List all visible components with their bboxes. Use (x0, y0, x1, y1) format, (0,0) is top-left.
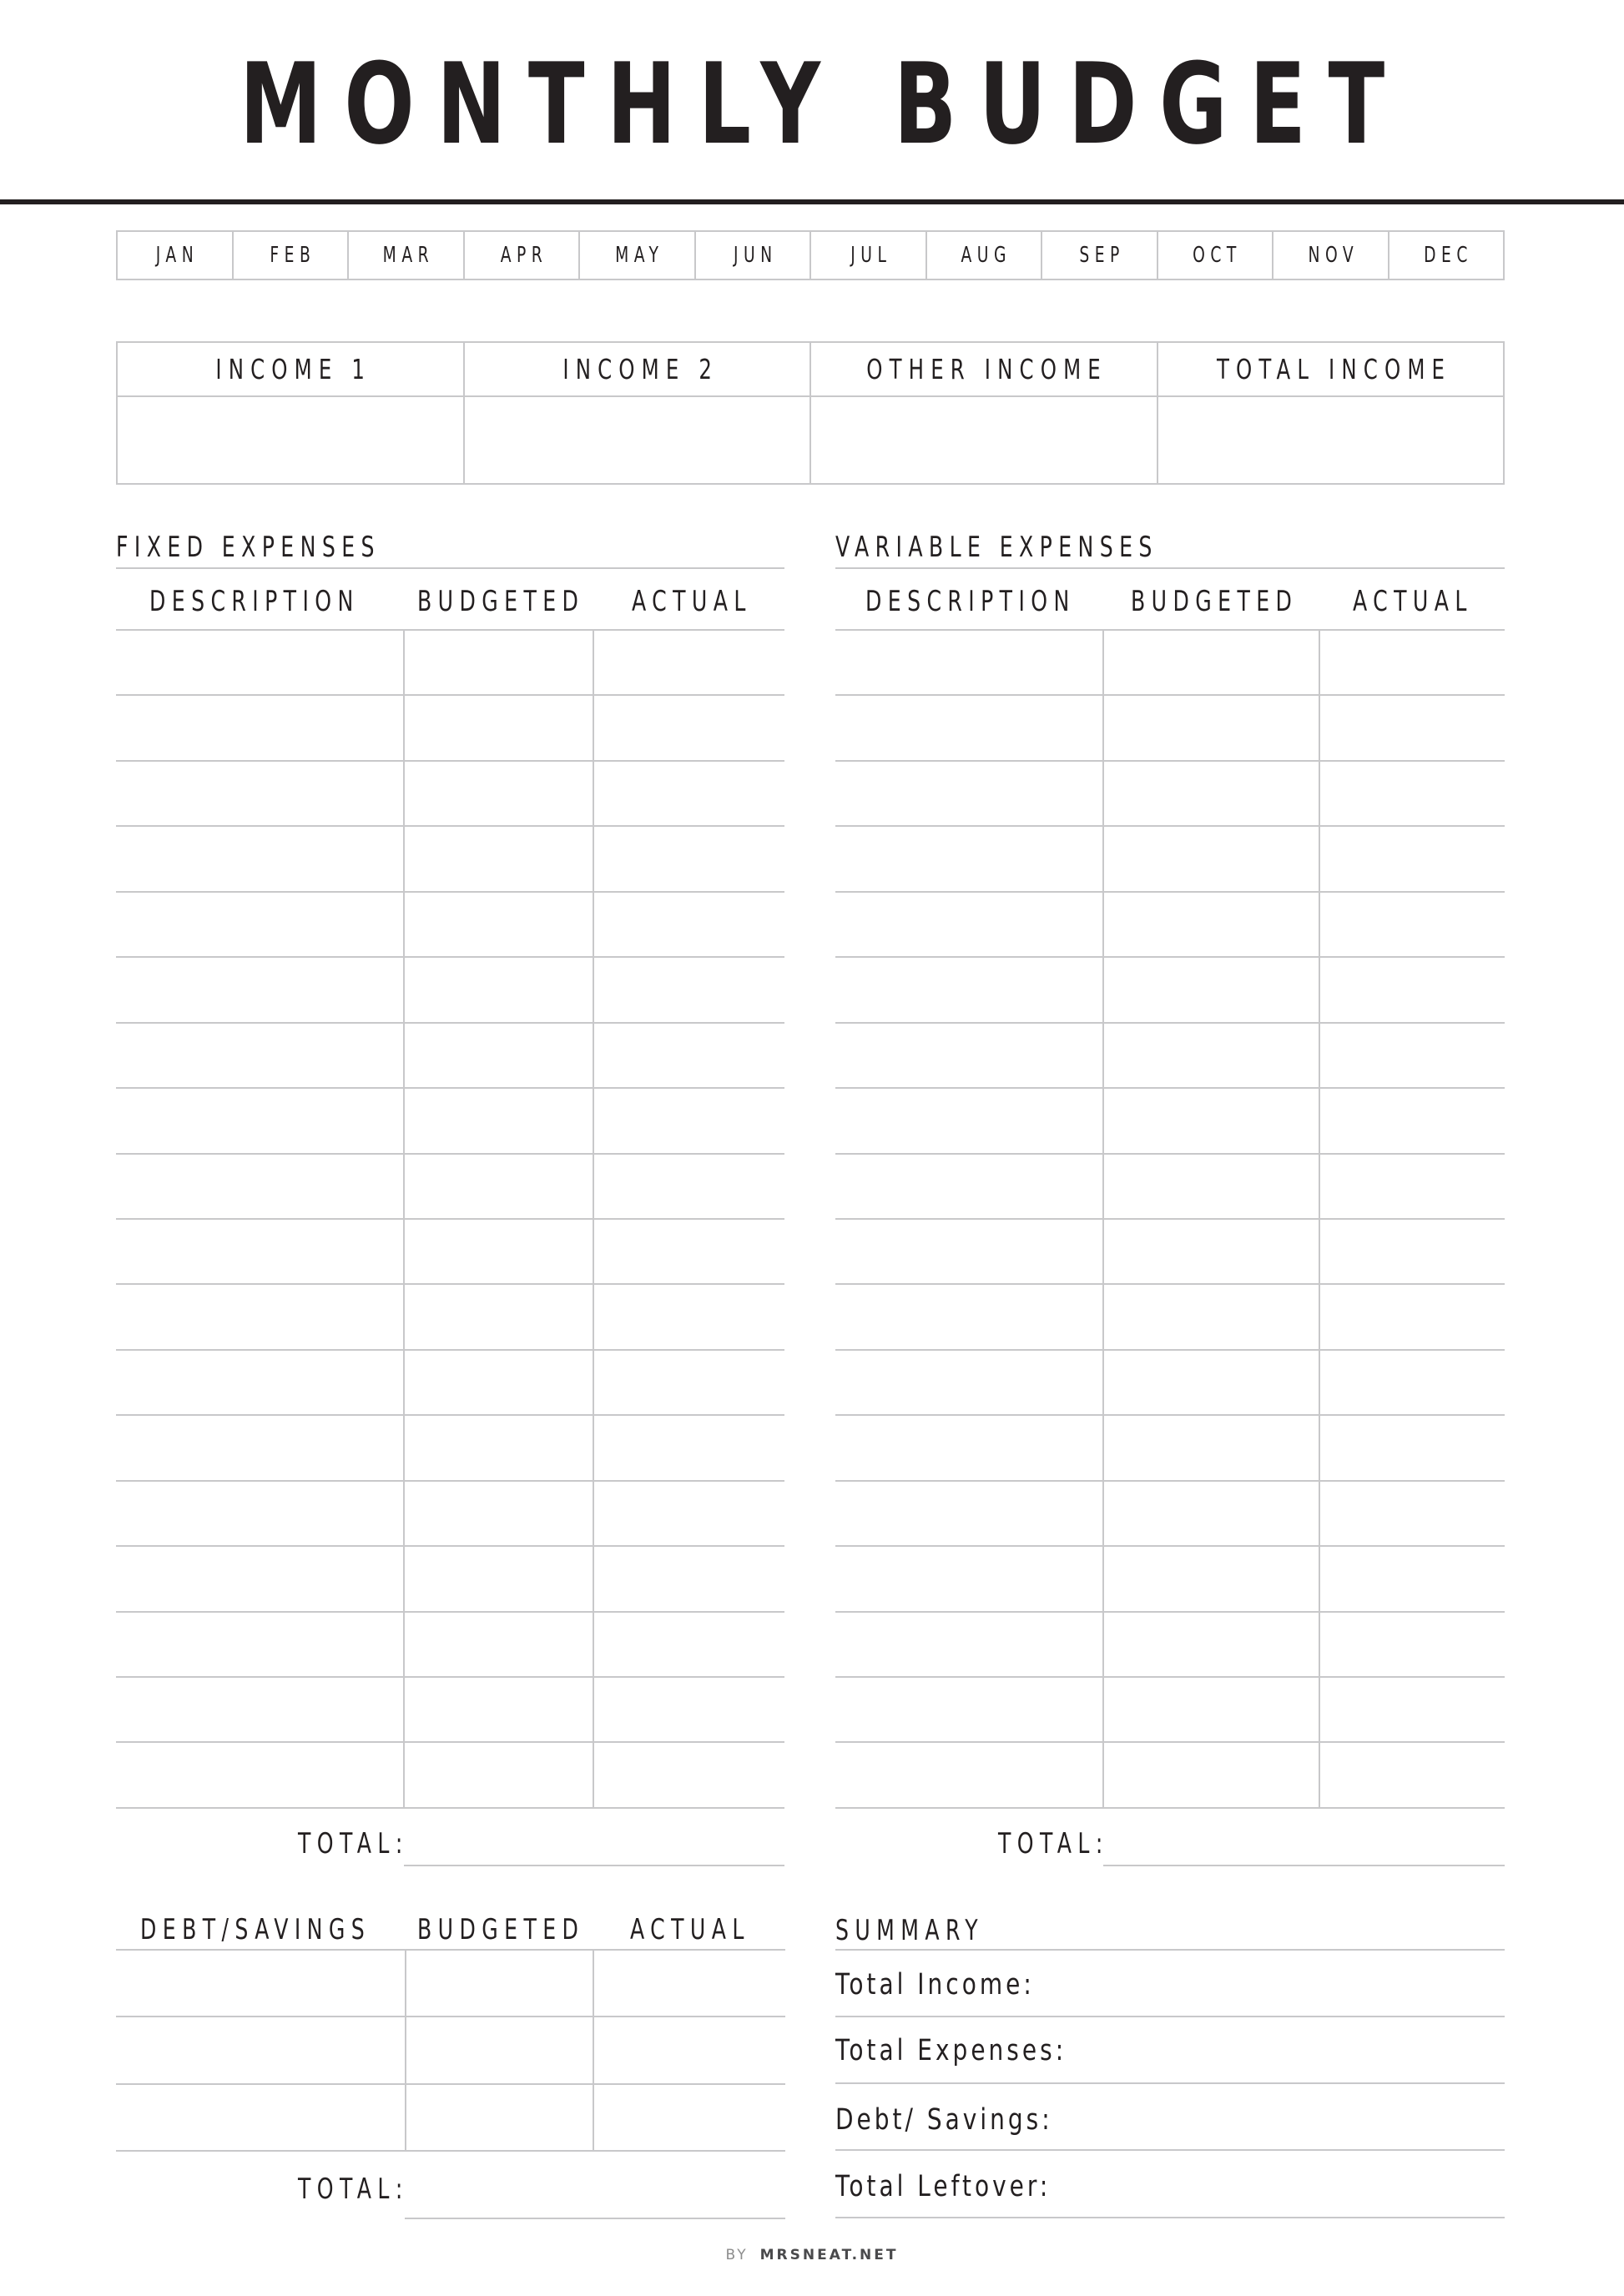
month-apr[interactable] (463, 232, 579, 279)
debt-col-description-text: DEBT/SAVINGS (140, 1913, 371, 1946)
fixed-total-field[interactable] (404, 1865, 784, 1866)
month-label: AUG (961, 243, 1012, 268)
variable-actual-cell[interactable] (1321, 631, 1505, 694)
variable-actual-cell[interactable] (1321, 1678, 1505, 1741)
fixed-actual-cell[interactable] (595, 827, 784, 890)
variable-budgeted-cell[interactable] (1105, 958, 1319, 1021)
month-dec[interactable] (1388, 232, 1504, 279)
variable-budgeted-cell[interactable] (1105, 1613, 1319, 1676)
variable-description-cell[interactable] (837, 1613, 1103, 1676)
month-label: DEC (1424, 243, 1474, 268)
fixed-actual-cell[interactable] (595, 1482, 784, 1545)
fixed-column-divider (403, 630, 405, 1808)
fixed-actual-cell[interactable] (595, 696, 784, 759)
fixed-description-cell[interactable] (118, 1547, 404, 1610)
summary-rule (835, 2082, 1505, 2084)
fixed-actual-cell[interactable] (595, 958, 784, 1021)
variable-actual-cell[interactable] (1321, 1547, 1505, 1610)
variable-col-description (865, 587, 1149, 616)
income-table (116, 341, 1505, 485)
variable-description-cell[interactable] (837, 1482, 1103, 1545)
variable-budgeted-cell[interactable] (1105, 1220, 1319, 1283)
variable-total-field[interactable] (1103, 1865, 1505, 1866)
variable-description-cell[interactable] (837, 1285, 1103, 1348)
income-2-header (465, 343, 810, 397)
variable-description-cell[interactable] (837, 958, 1103, 1021)
month-oct[interactable] (1157, 232, 1273, 279)
fixed-actual-cell[interactable] (595, 1351, 784, 1414)
summary-rule (835, 2016, 1505, 2017)
month-sep[interactable] (1041, 232, 1157, 279)
summary-debt-savings-field[interactable] (1077, 2086, 1505, 2149)
fixed-actual-cell[interactable] (595, 1547, 784, 1610)
fixed-description-cell[interactable] (118, 1089, 404, 1152)
variable-budgeted-cell[interactable] (1105, 1285, 1319, 1348)
variable-description-cell[interactable] (837, 1155, 1103, 1218)
income-1-column (118, 343, 463, 483)
variable-col-actual (1353, 587, 1515, 616)
debt-total-field[interactable] (405, 2218, 785, 2219)
variable-col-budgeted-text: BUDGETED (1131, 585, 1299, 618)
summary-title (835, 1916, 1036, 1945)
fixed-description-cell[interactable] (118, 1285, 404, 1348)
variable-description-cell[interactable] (837, 1351, 1103, 1414)
variable-description-cell[interactable] (837, 1678, 1103, 1741)
variable-description-cell[interactable] (837, 1089, 1103, 1152)
fixed-description-cell[interactable] (118, 958, 404, 1021)
variable-actual-cell[interactable] (1321, 1024, 1505, 1087)
page-title (0, 39, 1624, 169)
fixed-description-cell[interactable] (118, 1613, 404, 1676)
variable-actual-cell[interactable] (1321, 1743, 1505, 1806)
fixed-description-cell[interactable] (118, 1743, 404, 1806)
fixed-budgeted-cell[interactable] (406, 827, 593, 890)
variable-budgeted-cell[interactable] (1105, 893, 1319, 956)
month-may[interactable] (578, 232, 694, 279)
other-income-header (811, 343, 1157, 397)
debt-total-label (298, 2173, 447, 2206)
variable-total-label-text: TOTAL: (998, 1827, 1109, 1860)
variable-budgeted-cell[interactable] (1105, 1351, 1319, 1414)
variable-actual-cell[interactable] (1321, 1351, 1505, 1414)
variable-actual-cell[interactable] (1321, 696, 1505, 759)
variable-col-actual-text: ACTUAL (1353, 585, 1473, 618)
fixed-description-cell[interactable] (118, 893, 404, 956)
fixed-actual-cell[interactable] (595, 1416, 784, 1479)
month-label: JUN (733, 243, 778, 268)
variable-actual-cell[interactable] (1321, 1155, 1505, 1218)
fixed-col-budgeted (417, 587, 643, 616)
fixed-budgeted-cell[interactable] (406, 1220, 593, 1283)
income-2-header-text: INCOME 2 (562, 353, 719, 385)
month-nov[interactable] (1272, 232, 1388, 279)
fixed-description-cell[interactable] (118, 762, 404, 825)
fixed-col-budgeted-text: BUDGETED (417, 585, 585, 618)
month-label: MAR (382, 243, 435, 268)
fixed-budgeted-cell[interactable] (406, 1482, 593, 1545)
debt-description-cell[interactable] (118, 2085, 406, 2150)
debt-column-divider (593, 1950, 594, 2151)
other-income-header-text: OTHER INCOME (866, 353, 1108, 385)
summary-total-income-field[interactable] (1052, 1952, 1505, 2016)
summary-total-leftover-field[interactable] (1077, 2152, 1505, 2216)
page-title-text: MONTHLY BUDGET (239, 39, 1407, 169)
variable-description-cell[interactable] (837, 696, 1103, 759)
variable-budgeted-cell[interactable] (1105, 1024, 1319, 1087)
variable-budgeted-cell[interactable] (1105, 827, 1319, 890)
footer-by: BY (725, 2247, 749, 2263)
fixed-actual-cell[interactable] (595, 762, 784, 825)
variable-budgeted-cell[interactable] (1105, 631, 1319, 694)
variable-budgeted-cell[interactable] (1105, 762, 1319, 825)
total-income-column (1157, 343, 1504, 483)
month-mar[interactable] (347, 232, 463, 279)
fixed-col-description-text: DESCRIPTION (149, 585, 360, 618)
fixed-budgeted-cell[interactable] (406, 1285, 593, 1348)
variable-actual-cell[interactable] (1321, 1416, 1505, 1479)
fixed-budgeted-cell[interactable] (406, 696, 593, 759)
debt-description-cell[interactable] (118, 1951, 406, 2016)
debt-budgeted-cell[interactable] (407, 1951, 593, 2016)
variable-budgeted-cell[interactable] (1105, 1547, 1319, 1610)
fixed-budgeted-cell[interactable] (406, 762, 593, 825)
debt-column-divider (405, 1950, 406, 2151)
variable-budgeted-cell[interactable] (1105, 1743, 1319, 1806)
variable-budgeted-cell[interactable] (1105, 1155, 1319, 1218)
total-income-header-text: TOTAL INCOME (1216, 353, 1451, 385)
summary-total-income-text: Total Income: (835, 1968, 1035, 2001)
variable-total-label (998, 1827, 1147, 1860)
variable-row-rule (835, 1807, 1505, 1809)
fixed-budgeted-cell[interactable] (406, 1416, 593, 1479)
fixed-actual-cell[interactable] (595, 1024, 784, 1087)
fixed-col-description (149, 587, 433, 616)
variable-column-divider (1319, 630, 1320, 1808)
fixed-col-actual (632, 587, 794, 616)
fixed-actual-cell[interactable] (595, 1089, 784, 1152)
fixed-budgeted-cell[interactable] (406, 1678, 593, 1741)
summary-debt-savings-text: Debt/ Savings: (835, 2103, 1053, 2137)
summary-rule (835, 2217, 1505, 2218)
variable-actual-cell[interactable] (1321, 1285, 1505, 1348)
fixed-expenses-title-text: FIXED EXPENSES (116, 531, 381, 564)
variable-budgeted-cell[interactable] (1105, 696, 1319, 759)
month-jun[interactable] (694, 232, 810, 279)
footer-credit (0, 2248, 1624, 2263)
total-income-header (1158, 343, 1504, 397)
fixed-budgeted-cell[interactable] (406, 958, 593, 1021)
variable-actual-cell[interactable] (1321, 1089, 1505, 1152)
variable-actual-cell[interactable] (1321, 1220, 1505, 1283)
fixed-description-cell[interactable] (118, 1024, 404, 1087)
fixed-description-cell[interactable] (118, 827, 404, 890)
month-feb[interactable] (232, 232, 348, 279)
summary-total-leftover-label (835, 2170, 1105, 2203)
fixed-title-rule (116, 567, 784, 569)
variable-column-divider (1102, 630, 1104, 1808)
month-label: SEP (1079, 243, 1125, 268)
fixed-actual-cell[interactable] (595, 1155, 784, 1218)
month-label: JAN (155, 243, 199, 268)
title-divider (0, 199, 1624, 204)
variable-description-cell[interactable] (837, 1743, 1103, 1806)
debt-description-cell[interactable] (118, 2017, 406, 2082)
fixed-budgeted-cell[interactable] (406, 1613, 593, 1676)
fixed-expenses-title (116, 531, 473, 564)
variable-actual-cell[interactable] (1321, 893, 1505, 956)
fixed-description-cell[interactable] (118, 696, 404, 759)
debt-row-rule (116, 2150, 785, 2152)
fixed-description-cell[interactable] (118, 631, 404, 694)
summary-total-leftover-text: Total Leftover: (835, 2170, 1052, 2203)
debt-budgeted-cell[interactable] (407, 2085, 593, 2150)
variable-expenses-title-text: VARIABLE EXPENSES (835, 531, 1158, 564)
debt-actual-cell[interactable] (595, 1951, 785, 2016)
fixed-actual-cell[interactable] (595, 1678, 784, 1741)
fixed-description-cell[interactable] (118, 1351, 404, 1414)
variable-budgeted-cell[interactable] (1105, 1416, 1319, 1479)
debt-col-actual (630, 1913, 792, 1946)
variable-actual-cell[interactable] (1321, 1613, 1505, 1676)
fixed-actual-cell[interactable] (595, 1743, 784, 1806)
total-income-field[interactable] (1158, 397, 1504, 483)
month-label: OCT (1193, 243, 1243, 268)
variable-actual-cell[interactable] (1321, 958, 1505, 1021)
month-jul[interactable] (809, 232, 925, 279)
month-jan[interactable] (118, 232, 232, 279)
fixed-actual-cell[interactable] (595, 1220, 784, 1283)
variable-actual-cell[interactable] (1321, 1482, 1505, 1545)
variable-actual-cell[interactable] (1321, 762, 1505, 825)
variable-description-cell[interactable] (837, 1547, 1103, 1610)
fixed-budgeted-cell[interactable] (406, 1547, 593, 1610)
other-income-column (809, 343, 1157, 483)
fixed-budgeted-cell[interactable] (406, 631, 593, 694)
fixed-budgeted-cell[interactable] (406, 893, 593, 956)
debt-actual-cell[interactable] (595, 2085, 785, 2150)
debt-actual-cell[interactable] (595, 2017, 785, 2082)
variable-col-budgeted (1131, 587, 1357, 616)
fixed-description-cell[interactable] (118, 1482, 404, 1545)
other-income-field[interactable] (811, 397, 1157, 483)
fixed-budgeted-cell[interactable] (406, 1351, 593, 1414)
fixed-actual-cell[interactable] (595, 1285, 784, 1348)
variable-expenses-title (835, 531, 1272, 564)
income-2-field[interactable] (465, 397, 810, 483)
fixed-description-cell[interactable] (118, 1220, 404, 1283)
footer-site-link[interactable]: MRSNEAT.NET (759, 2247, 899, 2263)
month-aug[interactable] (925, 232, 1041, 279)
fixed-total-label (298, 1827, 447, 1860)
summary-title-text: SUMMARY (835, 1914, 985, 1947)
variable-budgeted-cell[interactable] (1105, 1482, 1319, 1545)
month-label: APR (500, 243, 548, 268)
variable-description-cell[interactable] (837, 1220, 1103, 1283)
summary-total-expenses-field[interactable] (1085, 2019, 1505, 2082)
summary-title-rule (835, 1949, 1505, 1951)
variable-description-cell[interactable] (837, 631, 1103, 694)
month-label: NOV (1308, 243, 1359, 268)
debt-col-budgeted (417, 1913, 643, 1946)
fixed-budgeted-cell[interactable] (406, 1089, 593, 1152)
fixed-col-actual-text: ACTUAL (632, 585, 752, 618)
fixed-description-cell[interactable] (118, 1155, 404, 1218)
summary-total-income-label (835, 1968, 1084, 2001)
month-label: MAY (615, 243, 664, 268)
variable-description-cell[interactable] (837, 1416, 1103, 1479)
fixed-total-label-text: TOTAL: (298, 1827, 409, 1860)
fixed-actual-cell[interactable] (595, 893, 784, 956)
variable-col-description-text: DESCRIPTION (865, 585, 1076, 618)
income-2-column (463, 343, 810, 483)
debt-budgeted-cell[interactable] (407, 2017, 593, 2082)
income-1-header-text: INCOME 1 (215, 353, 372, 385)
variable-title-rule (835, 567, 1505, 569)
fixed-budgeted-cell[interactable] (406, 1024, 593, 1087)
variable-budgeted-cell[interactable] (1105, 1678, 1319, 1741)
debt-col-budgeted-text: BUDGETED (417, 1913, 585, 1946)
variable-description-cell[interactable] (837, 1024, 1103, 1087)
summary-total-expenses-text: Total Expenses: (835, 2034, 1067, 2067)
debt-col-actual-text: ACTUAL (630, 1913, 750, 1946)
month-label: JUL (850, 243, 892, 268)
summary-rule (835, 2149, 1505, 2151)
income-1-header (118, 343, 463, 397)
fixed-column-divider (593, 630, 594, 1808)
fixed-budgeted-cell[interactable] (406, 1155, 593, 1218)
variable-description-cell[interactable] (837, 762, 1103, 825)
summary-debt-savings-label (835, 2103, 1107, 2137)
debt-col-description (140, 1913, 451, 1946)
fixed-actual-cell[interactable] (595, 631, 784, 694)
debt-total-label-text: TOTAL: (298, 2173, 409, 2206)
variable-description-cell[interactable] (837, 827, 1103, 890)
fixed-row-rule (116, 1807, 784, 1809)
variable-actual-cell[interactable] (1321, 827, 1505, 890)
fixed-description-cell[interactable] (118, 1416, 404, 1479)
summary-total-expenses-label (835, 2034, 1124, 2067)
month-selector (116, 230, 1505, 280)
variable-budgeted-cell[interactable] (1105, 1089, 1319, 1152)
fixed-description-cell[interactable] (118, 1678, 404, 1741)
variable-description-cell[interactable] (837, 893, 1103, 956)
income-1-field[interactable] (118, 397, 463, 483)
month-label: FEB (270, 243, 316, 268)
fixed-actual-cell[interactable] (595, 1613, 784, 1676)
fixed-budgeted-cell[interactable] (406, 1743, 593, 1806)
